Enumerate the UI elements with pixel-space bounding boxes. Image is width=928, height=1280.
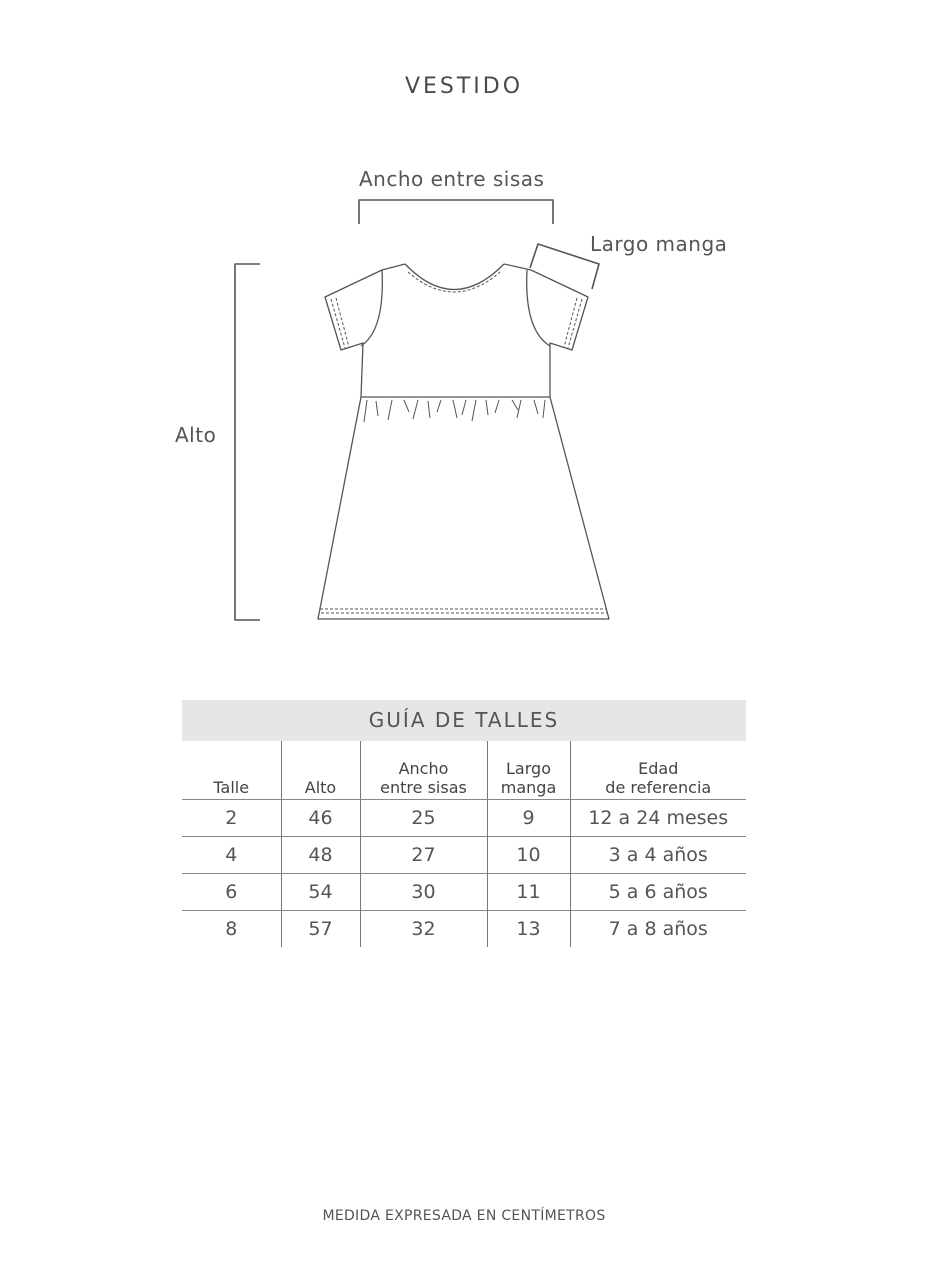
page-title: VESTIDO bbox=[404, 74, 524, 99]
cell-alto: 57 bbox=[281, 911, 360, 948]
width-label: Ancho entre sisas bbox=[359, 167, 545, 191]
skirt-outline bbox=[318, 397, 609, 619]
cell-alto: 46 bbox=[281, 800, 360, 837]
table-row bbox=[182, 837, 746, 874]
cell-talle: 8 bbox=[182, 911, 281, 948]
table-row bbox=[182, 800, 746, 837]
table-row bbox=[182, 874, 746, 911]
col-header-ancho: Ancho entre sisas bbox=[360, 741, 487, 800]
size-guide-heading: GUÍA DE TALLES bbox=[182, 700, 746, 741]
footer-note: MEDIDA EXPRESADA EN CENTÍMETROS bbox=[322, 1208, 606, 1224]
cell-alto: 48 bbox=[281, 837, 360, 874]
size-table bbox=[182, 741, 746, 947]
cell-ancho: 30 bbox=[360, 874, 487, 911]
col-header-edad: Edad de referencia bbox=[570, 741, 746, 800]
cell-largo: 13 bbox=[487, 911, 570, 948]
sleeve-length-label: Largo manga bbox=[590, 232, 728, 256]
cell-edad: 3 a 4 años bbox=[570, 837, 746, 874]
neckline bbox=[405, 264, 504, 290]
cell-talle: 2 bbox=[182, 800, 281, 837]
cell-alto: 54 bbox=[281, 874, 360, 911]
cell-ancho: 32 bbox=[360, 911, 487, 948]
height-bracket bbox=[235, 264, 260, 620]
cell-ancho: 25 bbox=[360, 800, 487, 837]
gathers bbox=[364, 400, 545, 422]
table-header-row bbox=[182, 741, 746, 800]
height-label: Alto bbox=[175, 423, 217, 447]
col-header-alto: Alto bbox=[281, 741, 360, 800]
width-bracket bbox=[359, 200, 553, 224]
col-header-largo: Largo manga bbox=[487, 741, 570, 800]
sleeve-bracket bbox=[530, 244, 599, 289]
cell-largo: 9 bbox=[487, 800, 570, 837]
cell-talle: 6 bbox=[182, 874, 281, 911]
cell-edad: 12 a 24 meses bbox=[570, 800, 746, 837]
cell-edad: 7 a 8 años bbox=[570, 911, 746, 948]
cell-ancho: 27 bbox=[360, 837, 487, 874]
table-row bbox=[182, 911, 746, 948]
cell-largo: 11 bbox=[487, 874, 570, 911]
col-header-talle: Talle bbox=[182, 741, 281, 800]
cell-talle: 4 bbox=[182, 837, 281, 874]
cell-edad: 5 a 6 años bbox=[570, 874, 746, 911]
cell-largo: 10 bbox=[487, 837, 570, 874]
size-guide bbox=[182, 700, 746, 947]
bodice-outline bbox=[325, 264, 588, 397]
